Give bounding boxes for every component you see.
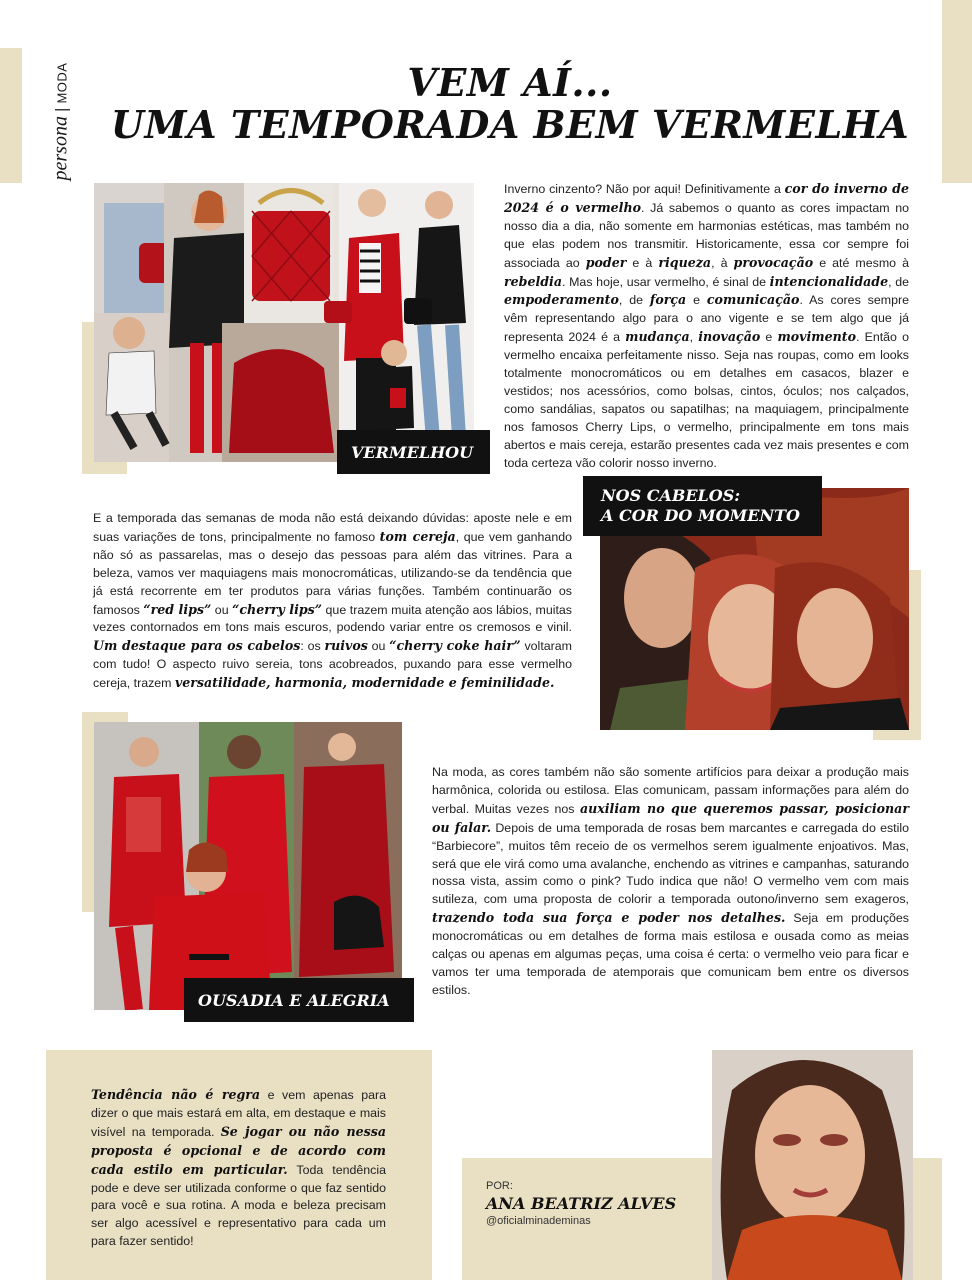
intro-paragraph xyxy=(504,180,909,473)
text-run: , de xyxy=(888,274,910,289)
text-run: Seja em produções monocromáticas ou em detalhes de forma mais estilosa e ousada como as meias calças ou apenas em algumas peças, uma coisa é certa: o vermelho veio para ficar e vamos ter uma temporada de atemporais que comunicam bem entre os diversos estilos. xyxy=(432,911,910,997)
text-run: e à xyxy=(626,255,659,270)
emphasis-text: “red lips” xyxy=(143,601,212,617)
photo-caption-ousadia xyxy=(184,978,414,1022)
title-line-2: UMA TEMPORADA BEM VERMELHA xyxy=(110,102,910,147)
emphasis-text: empoderamento xyxy=(504,292,619,308)
emphasis-text: Um destaque para os cabelos xyxy=(93,638,301,654)
emphasis-text: poder xyxy=(585,254,627,270)
author-name: ANA BEATRIZ ALVES xyxy=(486,1194,677,1213)
emphasis-text: força xyxy=(649,292,687,308)
text-run: ou xyxy=(367,639,390,654)
emphasis-text: inovação xyxy=(698,329,761,345)
text-run: , que vem ganhando não só as passarelas, mas o desejo das pessoas para além das vitrines. Para a beleza, vamos ver maquiagens mais monocromáticas, utilizando-se da tendência que já está recorrente em ter produtos para várias funções. Também continuarão os famosos xyxy=(93,529,572,617)
text-run: e xyxy=(686,293,707,308)
emphasis-text: rebeldia xyxy=(504,273,563,289)
emphasis-text: ruivos xyxy=(324,638,368,654)
text-run: , à xyxy=(711,255,734,270)
text-run: , xyxy=(689,330,699,345)
emphasis-text: mudança xyxy=(625,329,690,345)
text-run: . Mas hoje, usar vermelho, é sinal de xyxy=(562,274,770,289)
photo-caption-hair xyxy=(583,476,822,536)
emphasis-text: Se jogar ou não nessa proposta é opcional e de acordo com cada estilo em particular. xyxy=(91,1123,386,1177)
text-run: . Já sabemos o quanto as cores impactam no nosso dia a dia, não somente em harmonias estéticas, mas também no que elas podem nos transmitir. Historicamente, essa cor sempre foi associada ao xyxy=(504,200,910,270)
text-run: Depois de uma temporada de rosas bem marcantes e carregada do estilo “Barbiecore”, muitos têm receio de os vermelhos serem igualmente enjoativos. Mas, será que ele virá como uma avalanche, enchendo as vitrines e campanhas, saturando nossa vista, assim como o pink? Tudo indica que não! O vermelho vem com mais sutileza, com uma proposta de colorir a temporada outono/inverno sem exageros, xyxy=(432,820,909,907)
caption-line-1: NOS CABELOS: xyxy=(601,486,741,505)
page-title xyxy=(60,62,960,146)
red-fashion-collage xyxy=(94,183,474,462)
emphasis-text: provocação xyxy=(733,254,814,270)
emphasis-text: auxiliam no que queremos passar, posicionar ou falar. xyxy=(432,800,909,835)
caption-line-2: A COR DO MOMENTO xyxy=(601,506,800,525)
side-tab-accent xyxy=(0,48,22,183)
emphasis-text: “cherry coke hair” xyxy=(389,638,521,654)
text-run: e xyxy=(760,330,778,345)
text-run: e vem apenas para dizer o que mais estará em alta, em destaque e mais visível na temporada. xyxy=(91,1088,386,1139)
brand-label: persona xyxy=(49,116,72,181)
text-run: , de xyxy=(618,293,650,308)
author-handle: @oficialminademinas xyxy=(486,1215,591,1227)
photo-caption-vermelhou xyxy=(337,430,490,474)
text-run: . Então o vermelho encaixa perfeitamente nisso. Seja nas roupas, como em looks totalmente monocromáticos ou em detalhes em casacos, blazer e vestidos; nos acessórios, como bolsas, cintos, óculos; nos calçados, como sandálias, sapatos ou sapatilhas; na maquiagem, principalmente nos famosos Cherry Lips, o vermelho, principalmente em tons mais abertos e mais cereja, estarão presentes cada vez mais presentes e com toda certeza vão colorir nosso inverno. xyxy=(504,330,909,470)
conclusion-paragraph xyxy=(91,1086,386,1251)
emphasis-text: trazendo toda sua força e poder nos detalhes. xyxy=(432,910,786,926)
fashion-week-paragraph xyxy=(93,510,572,693)
emphasis-text: Tendência não é regra xyxy=(91,1087,261,1102)
separator: | xyxy=(53,107,71,112)
caption-text: VERMELHOU xyxy=(351,442,474,462)
emphasis-text: “cherry lips” xyxy=(232,601,322,617)
text-run: E a temporada das semanas de moda não está deixando dúvidas: aposte nele e em suas variações de tons, principalmente no famoso xyxy=(93,511,572,544)
emphasis-text: tom cereja xyxy=(379,528,456,544)
text-run: Na moda, as cores também não são somente artifícios para deixar a produção mais harmônica, colorida ou estilosa. Elas comunicam, passam informações para além do verbal. Muitas vezes nos xyxy=(432,765,909,816)
emphasis-text: riqueza xyxy=(658,254,712,270)
red-outfits-collage xyxy=(94,722,402,1010)
text-run: que trazem muita atenção aos lábios, muitas vezes contornados em tons mais escuros, podendo variar entre os cremosos e vinil. xyxy=(93,602,572,635)
text-run: . As cores sempre vêm representando algo para o ano vigente e se tem algo que já representa 2024 é a xyxy=(504,293,909,345)
text-run: Inverno cinzento? Não por aqui! Definitivamente a xyxy=(504,182,785,196)
author-credit xyxy=(486,1180,706,1227)
author-by: POR: xyxy=(486,1180,513,1192)
emphasis-text: comunicação xyxy=(706,292,800,308)
emphasis-text: intencionalidade xyxy=(769,273,889,289)
communication-paragraph xyxy=(432,764,909,1000)
emphasis-text: movimento xyxy=(777,329,856,345)
text-run: e até mesmo à xyxy=(813,255,909,270)
emphasis-text: versatilidade, harmonia, modernidade e feminilidade. xyxy=(174,675,555,691)
emphasis-text: cor do inverno de 2024 é o vermelho xyxy=(504,181,910,215)
author-portrait xyxy=(712,1050,913,1280)
caption-text: OUSADIA E ALEGRIA xyxy=(198,990,390,1010)
title-line-1: VEM AÍ... xyxy=(407,60,613,105)
text-run: voltaram com tudo! O aspecto ruivo sereia, tons acobreados, puxando para esse vermelho cereja, trazem xyxy=(93,639,572,691)
text-run: Toda tendência pode e deve ser utilizada conforme o que faz sentido para você e sua rotina. A moda e beleza precisam ser algo acessível e representativo para cada um para fazer sentido! xyxy=(91,1162,386,1249)
category-label: MODA xyxy=(54,62,70,104)
text-run: : os xyxy=(300,639,325,654)
text-run: ou xyxy=(211,602,233,617)
